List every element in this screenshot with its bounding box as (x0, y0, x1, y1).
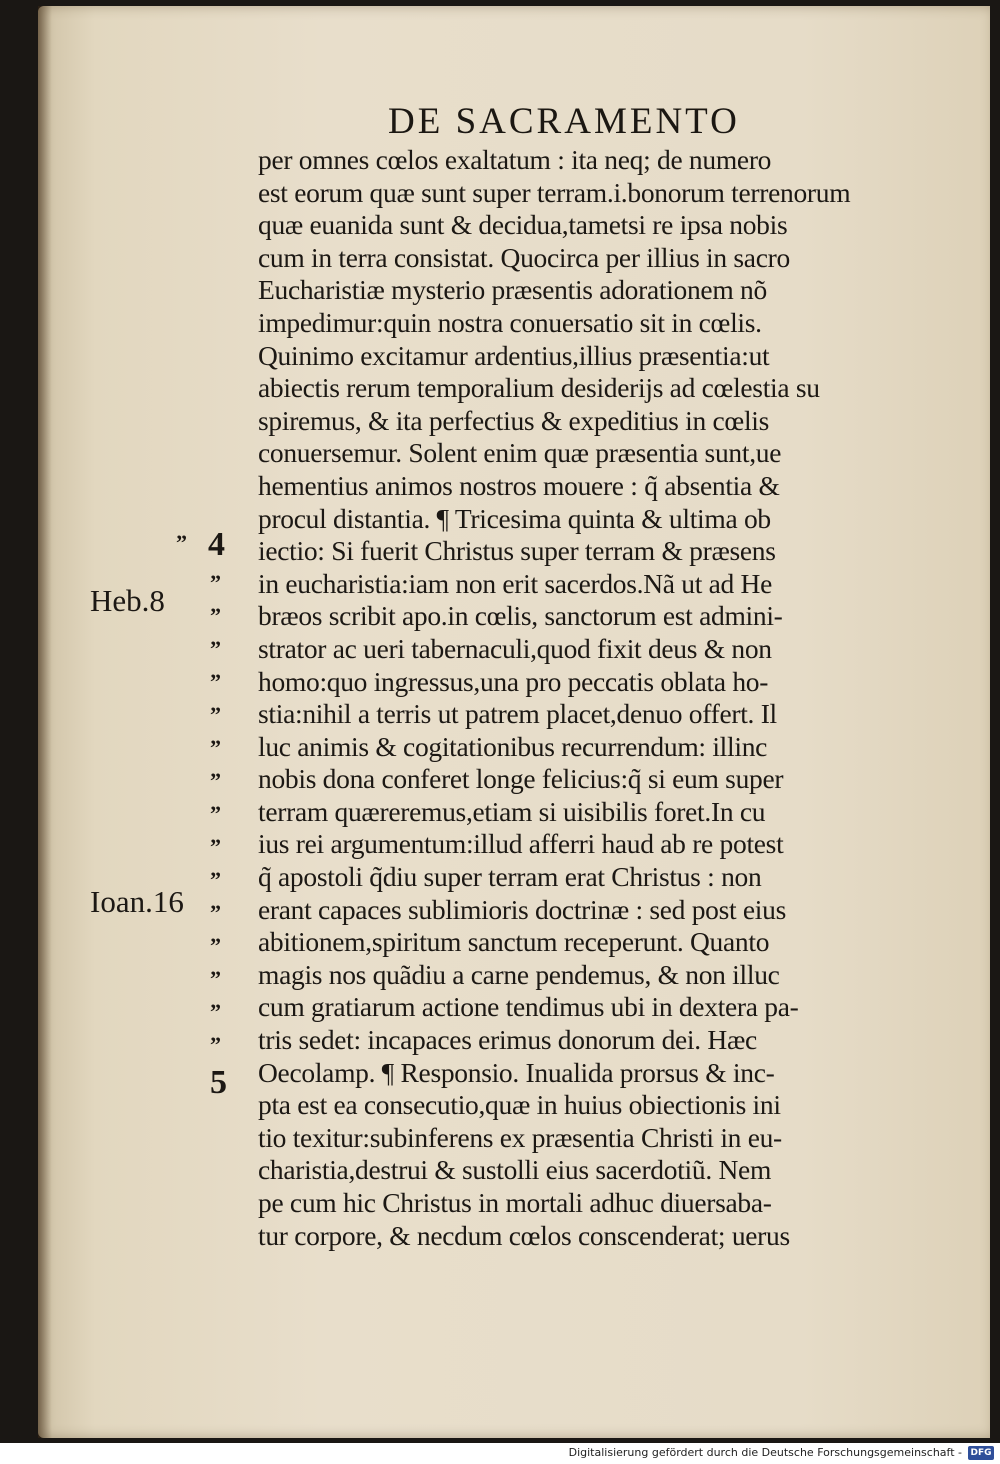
text-line: Oecolamp. ¶ Responsio. Inualida prorsus & inc- (258, 1056, 775, 1088)
margin-quote-mark: ” (210, 999, 220, 1024)
margin-quote-mark: ” (210, 834, 220, 859)
text-line: nobis dona conferet longe felicius:q̃ si eum super (258, 763, 784, 795)
text-line: quæ euanida sunt & decidua,tametsi re ipsa nobis (258, 209, 788, 241)
margin-quote-mark: ” (210, 735, 220, 760)
text-line: q̃ apostoli q̃diu super terram erat Christus : non (258, 861, 762, 893)
text-line: abitionem,spiritum sanctum receperunt. Quanto (258, 926, 770, 958)
text-line: in eucharistia:iam non erit sacerdos.Nã ut ad He (258, 567, 773, 599)
text-line: per omnes cœlos exaltatum : ita neq; de numero (258, 144, 772, 175)
text-line: pta est ea consecutio,quæ in huius obiectionis ini (258, 1089, 781, 1121)
margin-quote-mark: ” (210, 669, 220, 694)
text-line: tio texitur:subinferens ex præsentia Christi in eu- (258, 1121, 782, 1153)
text-line: est eorum quæ sunt super terram.i.bonorum terrenorum (258, 176, 851, 208)
margin-number-5: 5 (210, 1064, 227, 1101)
margin-quote-mark: ” (210, 636, 220, 661)
text-line: terram quæreremus,etiam si uisibilis foret.In cu (258, 795, 766, 827)
margin-quote-mark: ” (210, 1032, 220, 1057)
text-line: iectio: Si fuerit Christus super terram & præsens (258, 535, 776, 567)
margin-reference-ioan: Ioan.16 (90, 884, 184, 919)
margin-quote-mark: ” (210, 801, 220, 826)
footer-bar (0, 1443, 1000, 1464)
dfg-logo: DFG (968, 1446, 994, 1460)
margin-reference-heb: Heb.8 (90, 583, 165, 618)
margin-number-4: 4 (208, 526, 225, 563)
text-line: homo:quo ingressus,una pro peccatis oblata ho- (258, 665, 769, 697)
margin-quote-mark: ” (210, 966, 220, 991)
text-line: abiectis rerum temporalium desiderijs ad cœlestia su (258, 372, 820, 404)
text-line: luc animis & cogitationibus recurrendum: illinc (258, 730, 768, 762)
margin-quote-mark: ” (210, 702, 220, 727)
text-line: tris sedet: incapaces erimus donorum dei. Hæc (258, 1024, 757, 1056)
margin-quote-mark: ” (210, 933, 220, 958)
text-line: conuersemur. Solent enim quæ præsentia sunt,ue (258, 437, 782, 469)
margin-quote-mark: ” (210, 768, 220, 793)
text-line: bræos scribit apo.in cœlis, sanctorum est admini- (258, 600, 783, 632)
margin-quote-mark: ” (210, 867, 220, 892)
text-line: erant capaces sublimioris doctrinæ : sed post eius (258, 893, 787, 925)
margin-quote-mark: ” (210, 570, 220, 595)
text-line: tur corpore, & necdum cœlos conscenderat; uerus (258, 1219, 790, 1251)
text-line: Eucharistiæ mysterio præsentis adorationem nõ (258, 274, 767, 306)
margin-quote-mark: ” (210, 603, 220, 628)
page-gutter-shadow (38, 6, 52, 1438)
text-line: impedimur:quin nostra conuersatio sit in cœlis. (258, 306, 762, 338)
body-text (258, 144, 938, 1252)
page-header: DE SACRAMENTO (388, 101, 740, 142)
text-line: stia:nihil a terris ut patrem placet,denuo offert. Il (258, 698, 777, 730)
margin-quote-mark: ” (210, 900, 220, 925)
text-line: procul distantia. ¶ Tricesima quinta & ultima ob (258, 502, 771, 534)
text-line: spiremus, & ita perfectius & expeditius in cœlis (258, 404, 770, 436)
text-line: cum gratiarum actione tendimus ubi in dextera pa- (258, 991, 799, 1023)
footer-credit: Digitalisierung gefördert durch die Deutsche Forschungsgemeinschaft - (568, 1446, 962, 1459)
text-line: hementius animos nostros mouere : q̃ absentia & (258, 469, 780, 501)
text-line: Quinimo excitamur ardentius,illius præsentia:ut (258, 339, 770, 371)
text-line: strator ac ueri tabernaculi,quod fixit deus & non (258, 632, 772, 664)
text-line: charistia,destrui & sustolli eius sacerdotiũ. Nem (258, 1154, 772, 1186)
text-line: ius rei argumentum:illud afferri haud ab re potest (258, 828, 784, 860)
margin-quote-mark: ” (176, 530, 186, 555)
text-line: magis nos quãdiu a carne pendemus, & non illuc (258, 958, 780, 990)
text-line: pe cum hic Christus in mortali adhuc diuersaba- (258, 1187, 772, 1218)
text-line: cum in terra consistat. Quocirca per illius in sacro (258, 241, 790, 273)
